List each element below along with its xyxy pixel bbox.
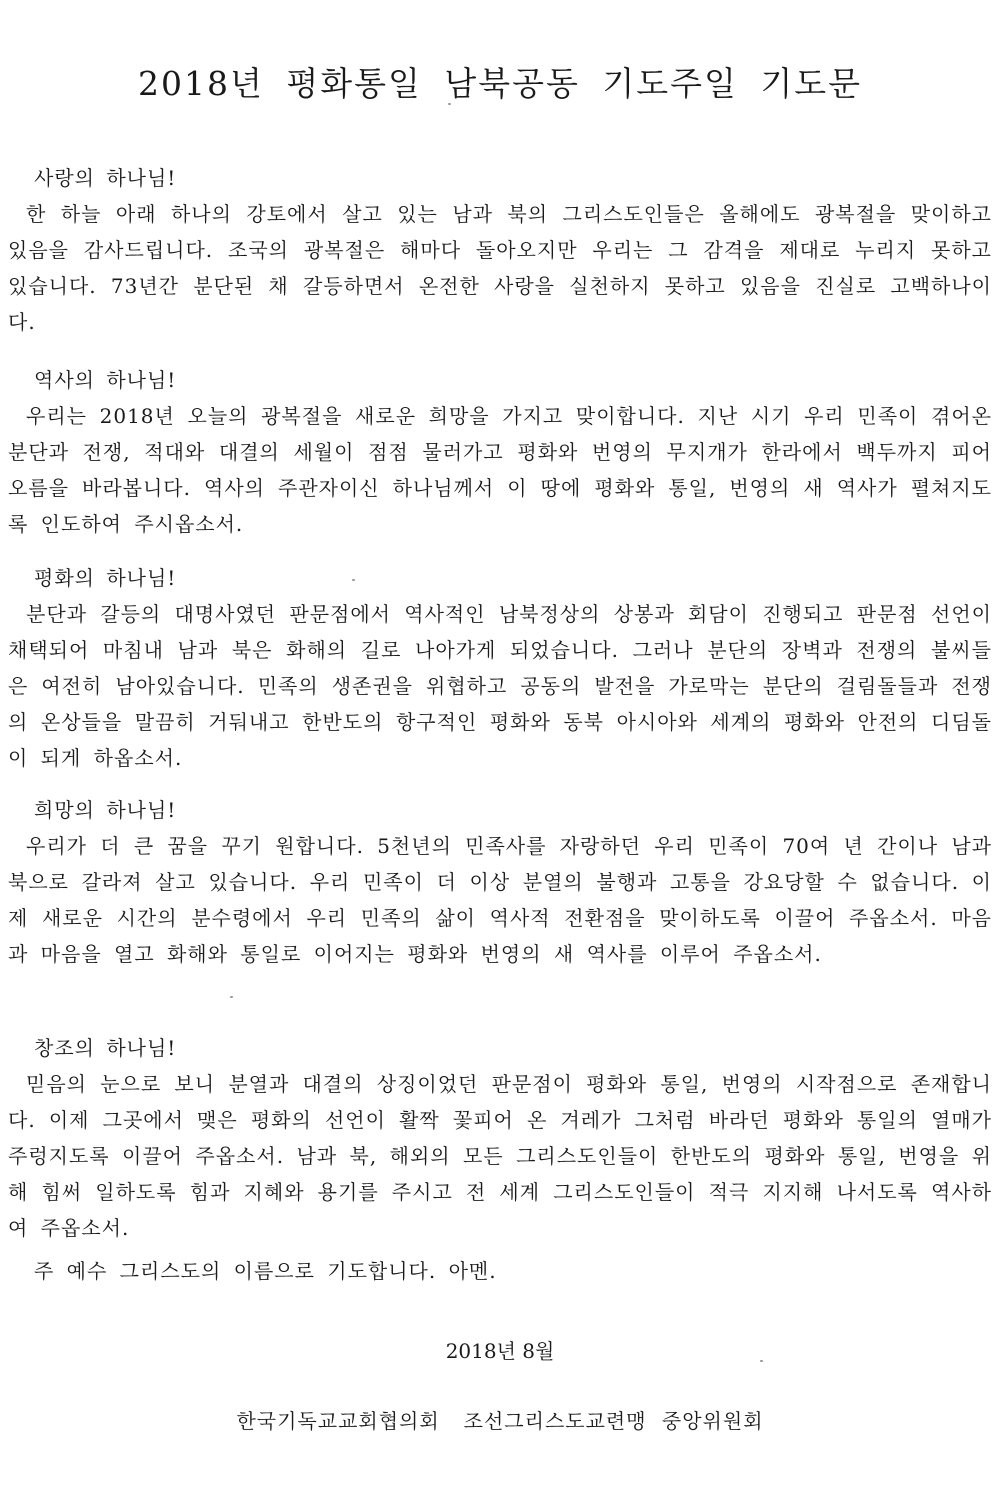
scan-speck (352, 579, 355, 581)
prayer-section-history (8, 362, 992, 542)
prayer-section-hope (8, 792, 992, 972)
document-title: 2018년 평화통일 남북공동 기도주일 기도문 (138, 64, 862, 103)
signatory-kcf: 조선그리스도교련맹 중앙위원회 (463, 1409, 764, 1433)
section-salutation: 평화의 하나님! (34, 566, 177, 590)
prayer-section-love (8, 160, 992, 340)
section-body: 분단과 갈등의 대명사였던 판문점에서 역사적인 남북정상의 상봉과 회담이 진행되고 판문점 선언이 채택되어 마침내 남과 북은 화해의 길로 나아가게 되었습니다. 그러나 분단의 장벽과 전쟁의 불씨들은 여전히 남아있습니다. 민족의 생존권을 위협하고 공동의 발전을 가로막는 분단의 걸림돌들과 전쟁의 온상들을 말끔히 거둬내고 한반도의 항구적인 평화와 동북 아시아와 세계의 평화와 안전의 디딤돌이 되게 하옵소서. (8, 602, 992, 770)
section-salutation: 역사의 하나님! (34, 368, 177, 392)
section-body: 한 하늘 아래 하나의 강토에서 살고 있는 남과 북의 그리스도인들은 올해에도 광복절을 맞이하고 있음을 감사드립니다. 조국의 광복절은 해마다 돌아오지만 우리는 그 감격을 제대로 누리지 못하고 있습니다. 73년간 분단된 채 갈등하면서 온전한 사랑을 실천하지 못하고 있음을 진실로 고백하나이다. (8, 202, 992, 334)
section-salutation: 희망의 하나님! (34, 798, 177, 822)
section-body: 우리는 2018년 오늘의 광복절을 새로운 희망을 가지고 맞이합니다. 지난 시기 우리 민족이 겪어온 분단과 전쟁, 적대와 대결의 세월이 점점 물러가고 평화와 번영의 무지개가 한라에서 백두까지 피어오름을 바라봅니다. 역사의 주관자이신 하나님께서 이 땅에 평화와 통일, 번영의 새 역사가 펼쳐지도록 인도하여 주시옵소서. (8, 404, 992, 536)
scan-speck (760, 1360, 763, 1362)
section-body: 믿음의 눈으로 보니 분열과 대결의 상징이었던 판문점이 평화와 통일, 번영의 시작점으로 존재합니다. 이제 그곳에서 맺은 평화의 선언이 활짝 꽃피어 온 겨레가 그처럼 바라던 평화와 통일의 열매가 주렁지도록 이끌어 주옵소서. 남과 북, 해외의 모든 그리스도인들이 한반도의 평화와 통일, 번영을 위해 힘써 일하도록 힘과 지혜와 용기를 주시고 전 세계 그리스도인들이 적극 지지해 나서도록 역사하여 주옵소서. (8, 1072, 992, 1240)
prayer-section-peace (8, 560, 992, 776)
signatories (0, 1405, 1000, 1434)
scan-speck (448, 103, 451, 105)
scan-speck (230, 996, 233, 998)
document-date: 2018년 8월 (445, 1339, 555, 1363)
section-salutation: 창조의 하나님! (34, 1036, 177, 1060)
section-salutation: 사랑의 하나님! (34, 166, 177, 190)
prayer-section-creation (8, 1030, 992, 1246)
closing-line: 주 예수 그리스도의 이름으로 기도합니다. 아멘. (34, 1259, 497, 1283)
section-body: 우리가 더 큰 꿈을 꾸기 원합니다. 5천년의 민족사를 자랑하던 우리 민족이 70여 년 간이나 남과 북으로 갈라져 살고 있습니다. 우리 민족이 더 이상 분열의 불행과 고통을 강요당할 수 없습니다. 이제 새로운 시간의 분수령에서 우리 민족의 삶이 역사적 전환점을 맞이하도록 이끌어 주옵소서. 마음과 마음을 열고 화해와 통일로 이어지는 평화와 번영의 새 역사를 이루어 주옵소서. (8, 834, 992, 966)
signatory-ncck: 한국기독교교회협의회 (236, 1409, 440, 1433)
